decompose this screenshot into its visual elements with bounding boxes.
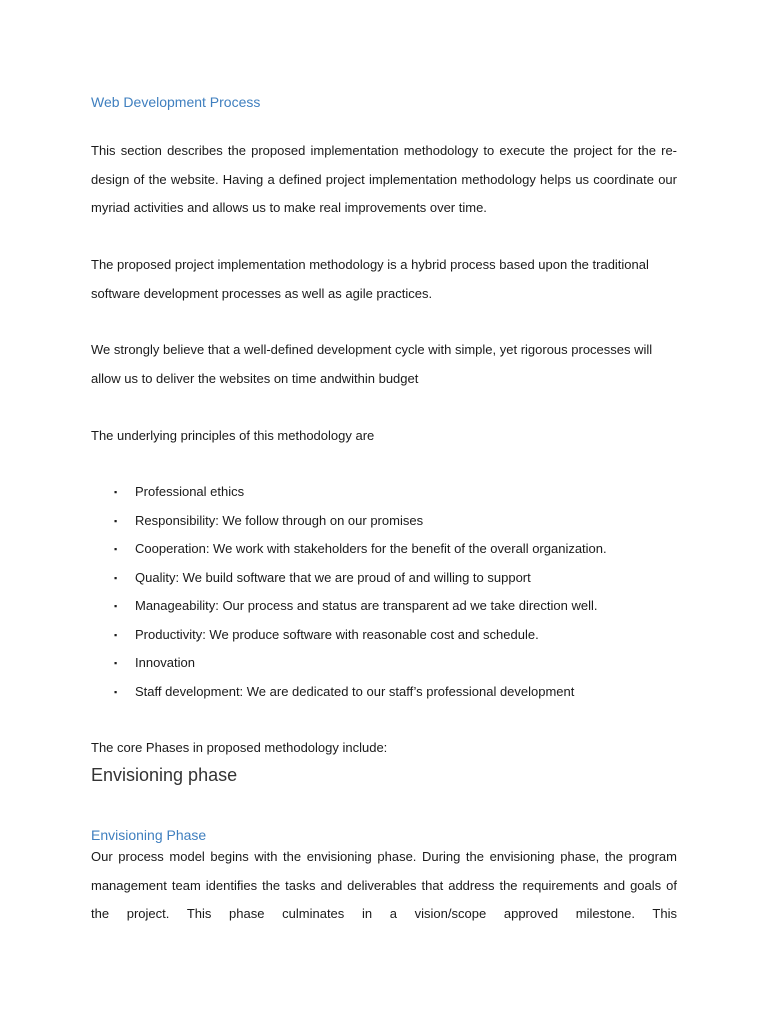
list-item-text: Manageability: Our process and status are transparent ad we take direction well. [135,598,598,613]
phase-paragraph: Our process model begins with the envisioning phase. During the envisioning phase, the program management team identifies the tasks and deliverables that address the requirements and goals of the project. This phase culminates in a vision/scope approved milestone. This [91,849,677,921]
bullet-icon: ▪ [114,658,118,668]
document-title: Web Development Process [91,94,261,110]
intro-paragraph: This section describes the proposed implementation methodology to execute the project for the re-design of the website. Having a defined project implementation methodology helps us coordinate our myriad activities and allows us to make real improvements over time. [91,143,677,215]
list-item [91,507,677,536]
list-item [91,678,677,707]
phase-subheading: Envisioning Phase [91,827,207,843]
list-item [91,535,677,564]
list-item-text: Innovation [135,655,195,670]
list-item-text: Productivity: We produce software with reasonable cost and schedule. [135,626,539,642]
list-item [91,621,677,650]
list-item-text: Staff development: We are dedicated to our staff’s professional development [135,683,575,699]
bullet-icon: ▪ [114,686,118,697]
list-item-text: Quality: We build software that we are proud of and willing to support [135,569,531,585]
bullet-icon: ▪ [114,515,118,526]
bullet-icon: ▪ [114,544,118,554]
phase-heading: Envisioning phase [91,765,238,785]
principles-list [91,478,677,706]
bullet-icon: ▪ [114,572,118,583]
bullet-icon: ▪ [114,601,118,611]
list-item-text: Cooperation: We work with stakeholders for the benefit of the overall organization. [135,541,607,556]
phases-intro: The core Phases in proposed methodology include: [91,740,388,755]
list-item-text: Professional ethics [135,484,245,499]
list-item [91,564,677,593]
list-item [91,649,677,678]
list-item-text: Responsibility: We follow through on our promises [135,512,424,528]
bullet-icon: ▪ [114,487,118,497]
bullet-icon: ▪ [114,629,118,640]
methodology-paragraph: The proposed project implementation methodology is a hybrid process based upon the traditional software development processes as well as agile practices. [91,257,649,301]
list-item [91,592,677,621]
belief-paragraph: We strongly believe that a well-defined development cycle with simple, yet rigorous processes will allow us to deliver the websites on time andwithin budget [91,342,653,386]
document-page [91,0,677,1024]
principles-intro: The underlying principles of this methodology are [91,428,375,443]
list-item [91,478,677,507]
